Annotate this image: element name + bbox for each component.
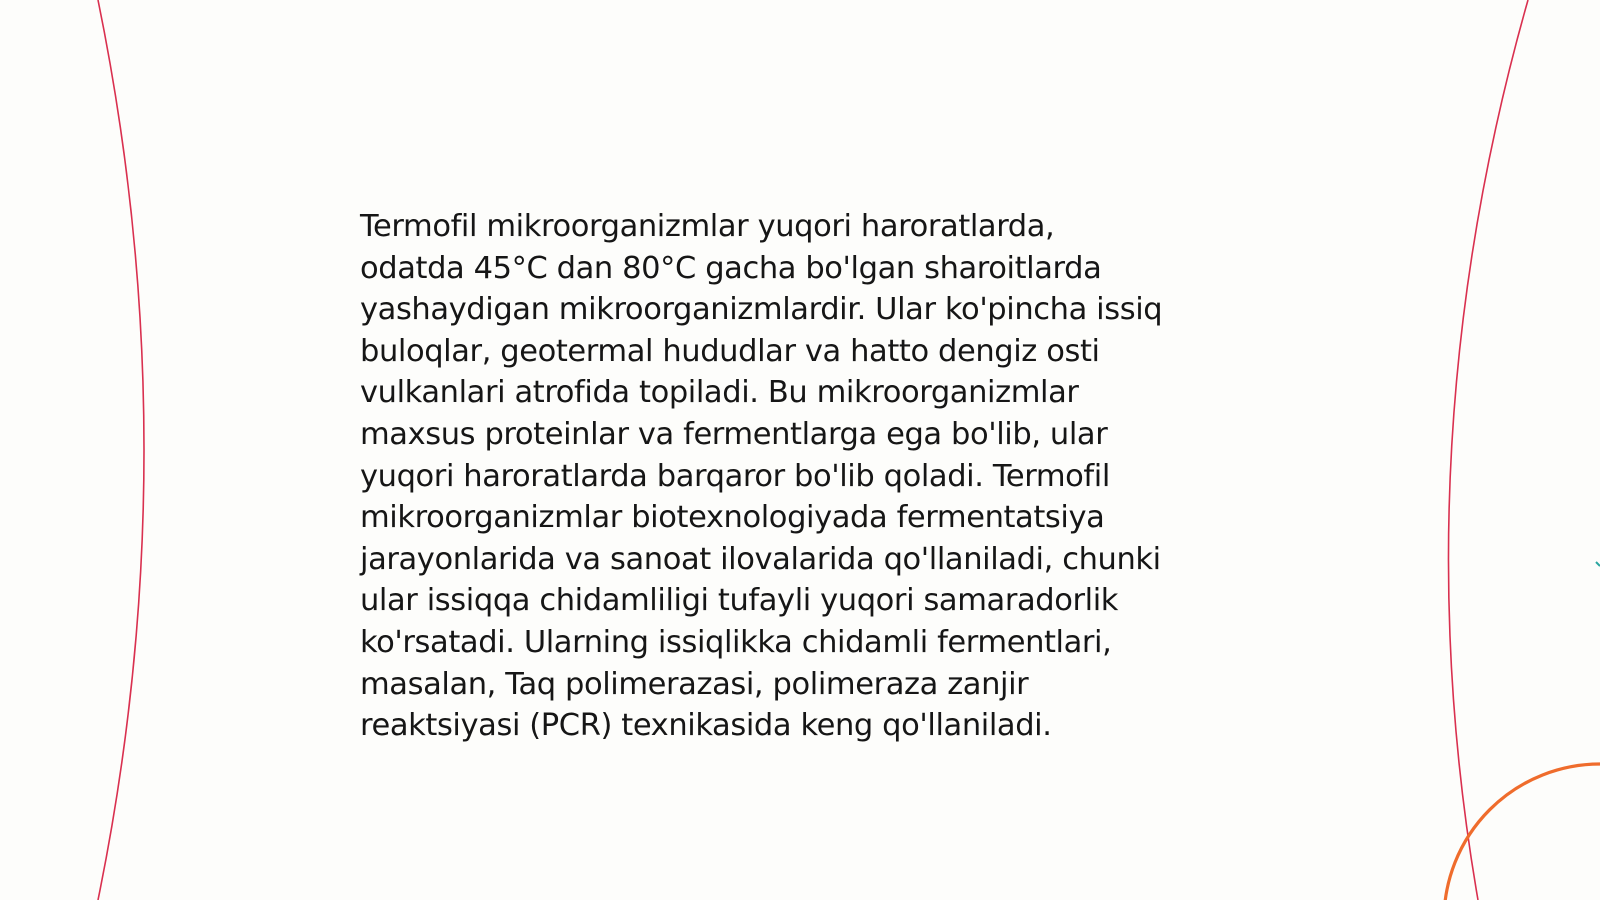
teal-mark [1596, 562, 1600, 566]
right-curve-line [1448, 0, 1528, 900]
left-curve-line [98, 0, 144, 900]
slide-body-paragraph: Termofil mikroorganizmlar yuqori haroratlarda, odatda 45°C dan 80°C gacha bo'lgan sharoitlarda yashaydigan mikroorganizmlardir. Ular ko'pincha issiq buloqlar, geotermal hududlar va hatto dengiz osti vulkanlari atrofida topiladi. Bu mikroorganizmlar maxsus proteinlar va fermentlarga ega bo'lib, ular yuqori haroratlarda barqaror bo'lib qoladi. Termofil mikroorganizmlar biotexnologiyada fermentatsiya jarayonlarida va sanoat ilovalarida qo'llaniladi, chunki ular issiqqa chidamliligi tufayli yuqori samaradorlik ko'rsatadi. Ularning issiqlikka chidamli fermentlari, masalan, Taq polimerazasi, polimeraza zanjir reaktsiyasi (PCR) texnikasida keng qo'llaniladi. [360, 209, 1163, 744]
